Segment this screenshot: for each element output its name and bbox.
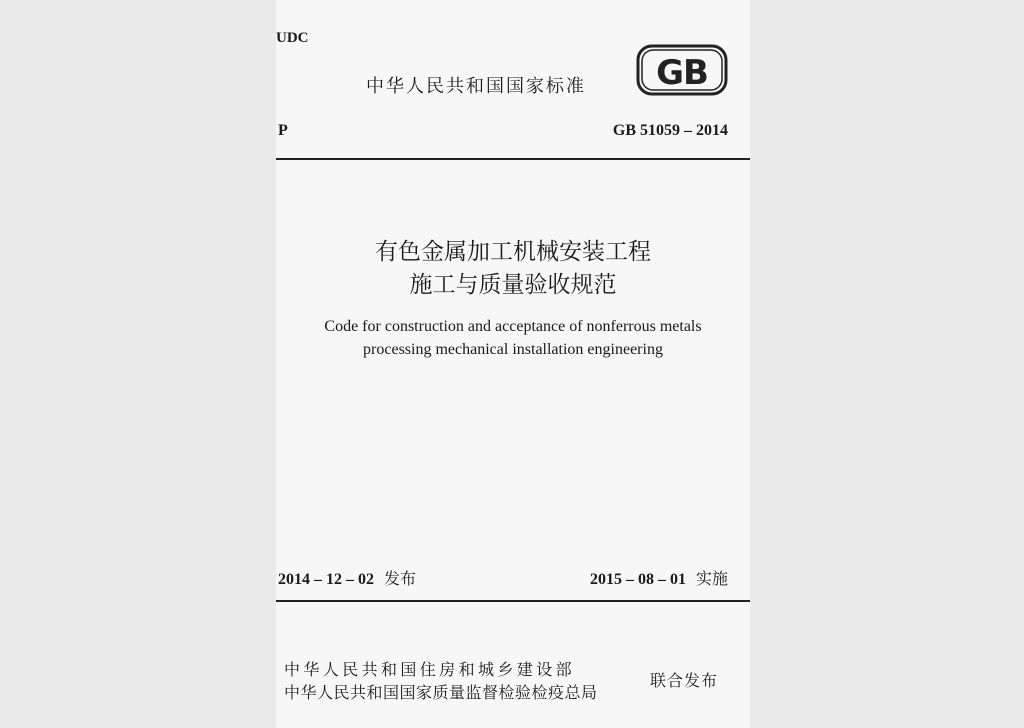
udc-label: UDC [276,30,309,46]
issuer-line2: 中华人民共和国国家质量监督检验检疫总局 [284,683,598,702]
title-zh-line2: 施工与质量验收规范 [409,272,617,298]
issuer-line1: 中华人民共和国住房和城乡建设部 [284,660,576,679]
title-en-line1: Code for construction and acceptance of nonferrous metals [324,318,702,335]
svg-text:GB: GB [656,53,708,93]
issue-date-value: 2014 – 12 – 02 [278,571,374,588]
standard-number: GB 51059 – 2014 [612,122,728,139]
issue-label: 发布 [384,569,417,588]
title-zh-line1: 有色金属加工机械安装工程 [375,239,651,265]
implement-date [590,566,728,589]
implement-label: 实施 [695,569,728,588]
standard-cover [276,0,750,728]
issue-date [278,566,416,589]
joint-issue-label: 联合发布 [650,671,719,690]
implement-date-value: 2015 – 08 – 01 [589,571,686,588]
title-en-line2: processing mechanical installation engineering [363,341,663,358]
top-rule [276,158,750,160]
gb-logo [636,44,728,96]
standard-type: 中华人民共和国国家标准 [366,76,586,97]
category-code: P [278,122,288,139]
bottom-rule [276,600,750,602]
